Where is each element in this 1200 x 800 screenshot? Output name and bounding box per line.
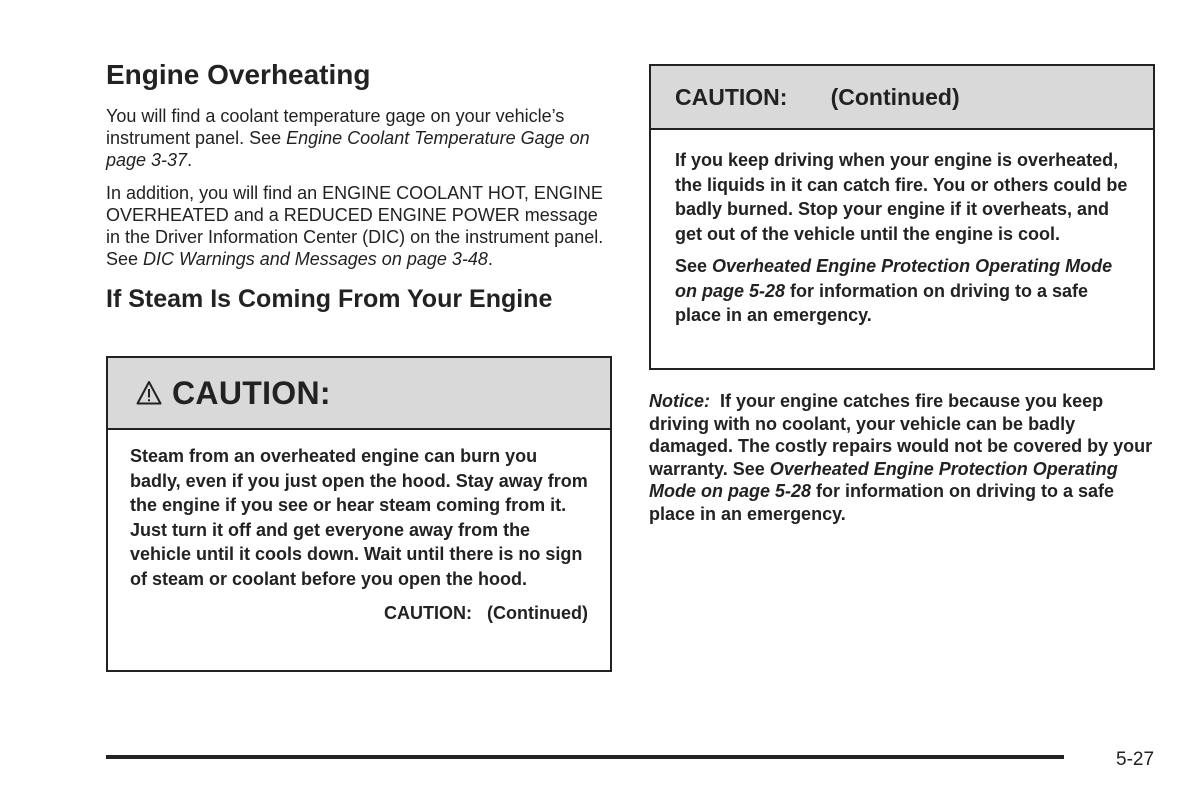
caution-continued-header [651,66,1153,130]
caution-box-continued [649,64,1155,370]
see-text: See [675,256,713,276]
footer-rule [106,755,1064,759]
emergency-text: for information on driving to a safe place in an emergency. [675,280,1089,325]
left-column [106,58,612,314]
caution-continued-label: CAUTION: (Continued) [384,603,588,623]
notice-text-end: for information on driving to a safe place in an emergency. [649,481,1115,524]
notice-text: If your engine catches fire because you keep driving with no coolant, your vehicle can be badly damaged. The costly repairs would not be covered by your warranty. See [649,391,1158,479]
notice-paragraph [649,390,1158,525]
protection-mode-link[interactable]: Overheated Engine Protection Operating Mode on page 5-28 [675,256,1113,301]
notice-label: Notice: [649,391,711,411]
caution-continued-body [651,130,1153,328]
fire-warning-text: If you keep driving when your engine is overheated, the liquids in it can catch fire. You or others could be badly burned. Stop your engine if it overheats, and get out of the vehicle until the engine is cool. [675,150,1128,244]
caution-box-steam [106,356,612,672]
warning-triangle-icon [136,380,162,406]
caution-label: CAUTION: [172,374,331,411]
page-title: Engine Overheating [106,59,371,90]
dic-link[interactable]: DIC Warnings and Messages on page 3-48 [143,249,488,269]
page-number: 5-27 [1116,749,1155,770]
coolant-gage-text: You will find a coolant temperature gage on your vehicle’s instrument panel. See [106,106,565,148]
coolant-gage-link[interactable]: Engine Coolant Temperature Gage on page 3-37 [106,128,590,170]
caution-continued-title: CAUTION: (Continued) [675,83,960,110]
dic-paragraph [106,182,612,270]
coolant-gage-paragraph [106,105,612,171]
dic-text: In addition, you will find an ENGINE COOLANT HOT, ENGINE OVERHEATED and a REDUCED ENGINE POWER message in the Driver Information Center (DIC) on the instrument panel. See [106,183,604,269]
caution-header [108,358,610,430]
steam-heading: If Steam Is Coming From Your Engine [106,285,553,313]
dic-text-end: . [487,249,493,269]
coolant-gage-text-end: . [187,150,193,170]
caution-text: Steam from an overheated engine can burn you badly, even if you just open the hood. Stay away from the engine if you see or hear steam coming from it. Just turn it off and get everyone away from the vehicle until it cools down. Wait until there is no sign of steam or coolant before you open the hood. [130,446,588,589]
caution-body [108,430,610,626]
protection-mode-paragraph [675,254,1131,328]
notice-protection-link[interactable]: Overheated Engine Protection Operating Mode on page 5-28 [649,458,1118,501]
